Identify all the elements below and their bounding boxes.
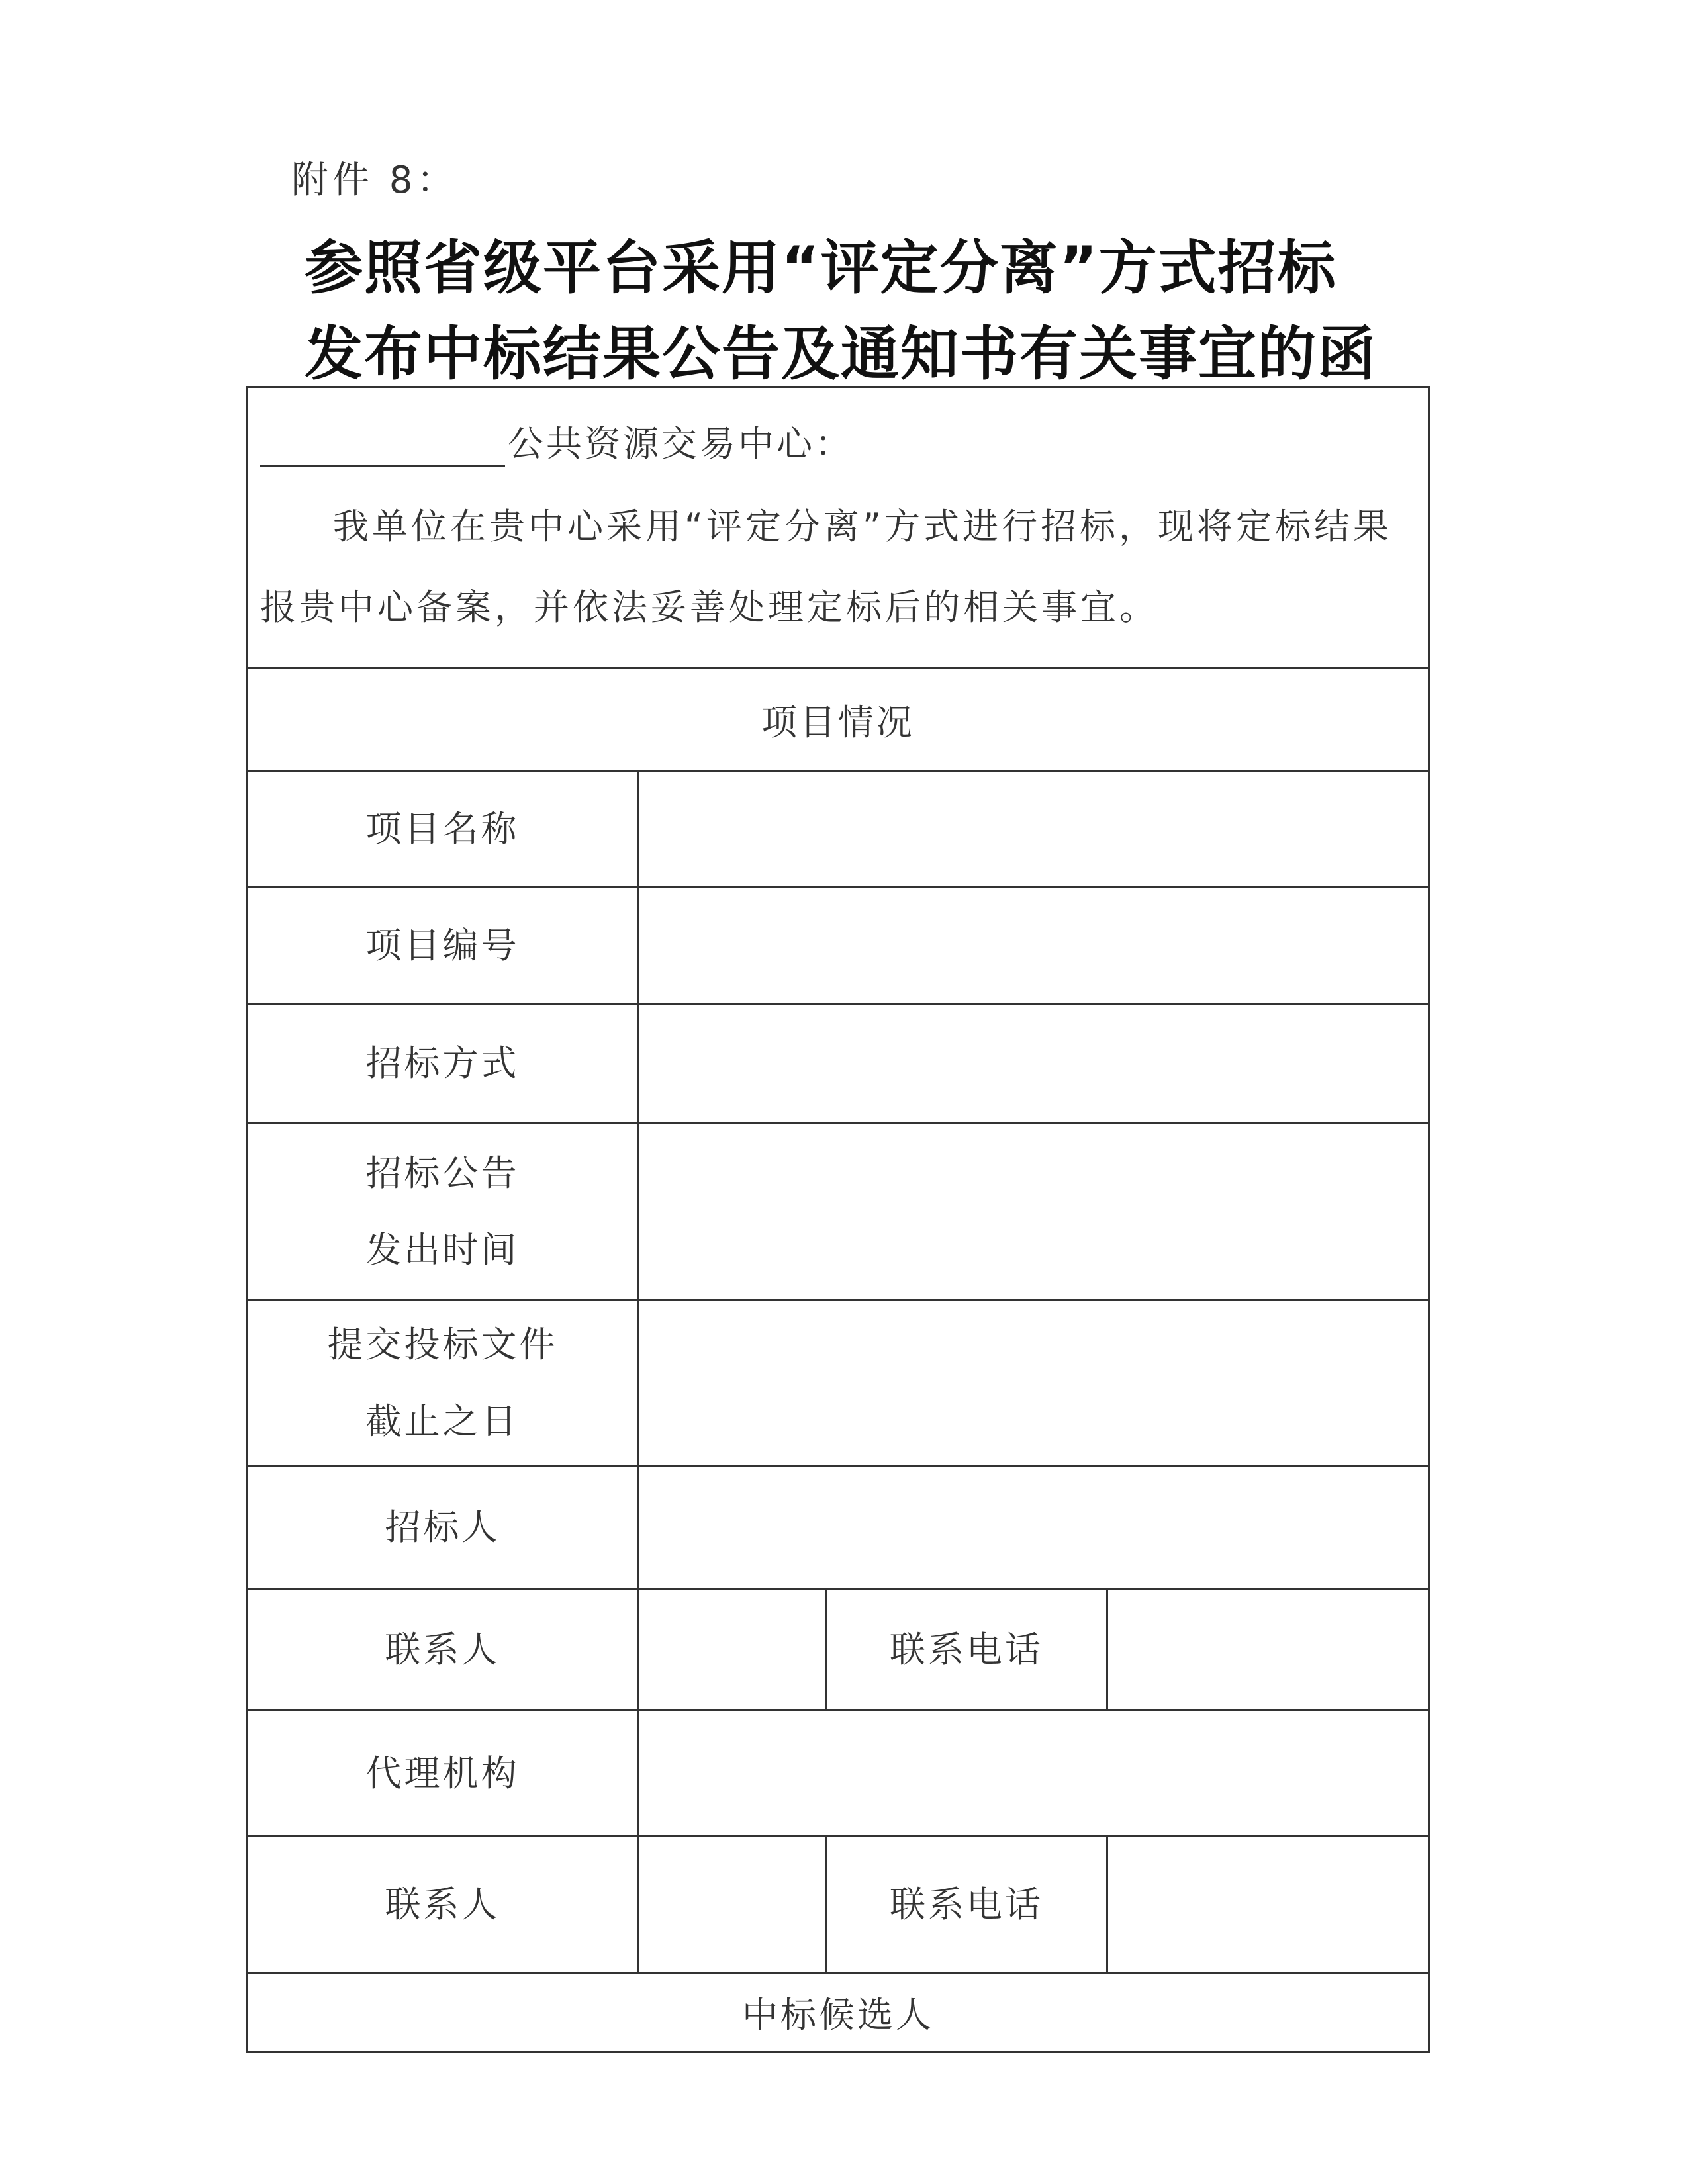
section-row-candidate — [248, 1973, 1429, 2052]
tenderer-contact-field[interactable] — [638, 1589, 826, 1711]
agency-field[interactable] — [638, 1711, 1429, 1837]
document-title — [305, 225, 1443, 397]
agency-label: 代理机构 — [248, 1711, 638, 1837]
letter-body: 我单位在贵中心采用“评定分离”方式进行招标，现将定标结果报贵中心备案，并依法妥善处理定标后的相关事宜。 — [260, 506, 1392, 628]
project-name-label: 项目名称 — [248, 771, 638, 887]
form-row-tender-method — [248, 1004, 1429, 1123]
tenderer-phone-field[interactable] — [1107, 1589, 1429, 1711]
addressee-suffix: 公共资源交易中心： — [508, 423, 853, 465]
tender-notice-time-label — [248, 1123, 638, 1300]
attachment-label: 附件 8： — [291, 159, 458, 202]
form-row-agency — [248, 1711, 1429, 1837]
intro-cell — [248, 387, 1429, 668]
project-number-field[interactable] — [638, 887, 1429, 1004]
bid-deadline-field[interactable] — [638, 1300, 1429, 1466]
form-row-agency-contact — [248, 1837, 1429, 1973]
tender-notice-time-label-line-2: 发出时间 — [365, 1228, 520, 1271]
addressee-line — [260, 410, 1416, 467]
tenderer-phone-label: 联系电话 — [826, 1589, 1107, 1711]
addressee-blank-field[interactable] — [260, 422, 505, 467]
form-row-tenderer-contact — [248, 1589, 1429, 1711]
section-row-project — [248, 668, 1429, 771]
agency-contact-label: 联系人 — [248, 1837, 638, 1973]
tenderer-field[interactable] — [638, 1466, 1429, 1589]
application-form-table — [246, 386, 1430, 2053]
agency-contact-field[interactable] — [638, 1837, 826, 1973]
section-header-project: 项目情况 — [248, 668, 1429, 771]
form-row-tender-notice-time — [248, 1123, 1429, 1300]
bid-deadline-label-line-1: 提交投标文件 — [327, 1323, 558, 1365]
agency-phone-field[interactable] — [1107, 1837, 1429, 1973]
form-row-tenderer — [248, 1466, 1429, 1589]
bid-deadline-label-line-2: 截止之日 — [365, 1400, 520, 1442]
tenderer-contact-label: 联系人 — [248, 1589, 638, 1711]
document-title-line-1: 参照省级平台采用“评定分离”方式招标 — [305, 234, 1337, 302]
bid-deadline-label — [248, 1300, 638, 1466]
section-header-candidate: 中标候选人 — [248, 1973, 1429, 2052]
form-row-project-number — [248, 887, 1429, 1004]
agency-phone-label: 联系电话 — [826, 1837, 1107, 1973]
form-row-project-name — [248, 771, 1429, 887]
tender-notice-time-label-line-1: 招标公告 — [365, 1152, 520, 1194]
project-name-field[interactable] — [638, 771, 1429, 887]
tender-method-field[interactable] — [638, 1004, 1429, 1123]
tender-method-label: 招标方式 — [248, 1004, 638, 1123]
tender-notice-time-field[interactable] — [638, 1123, 1429, 1300]
tenderer-label: 招标人 — [248, 1466, 638, 1589]
intro-row — [248, 387, 1429, 668]
document-title-line-2: 发布中标结果公告及通知书有关事宜的函 — [305, 320, 1378, 388]
form-row-bid-deadline — [248, 1300, 1429, 1466]
project-number-label: 项目编号 — [248, 887, 638, 1004]
